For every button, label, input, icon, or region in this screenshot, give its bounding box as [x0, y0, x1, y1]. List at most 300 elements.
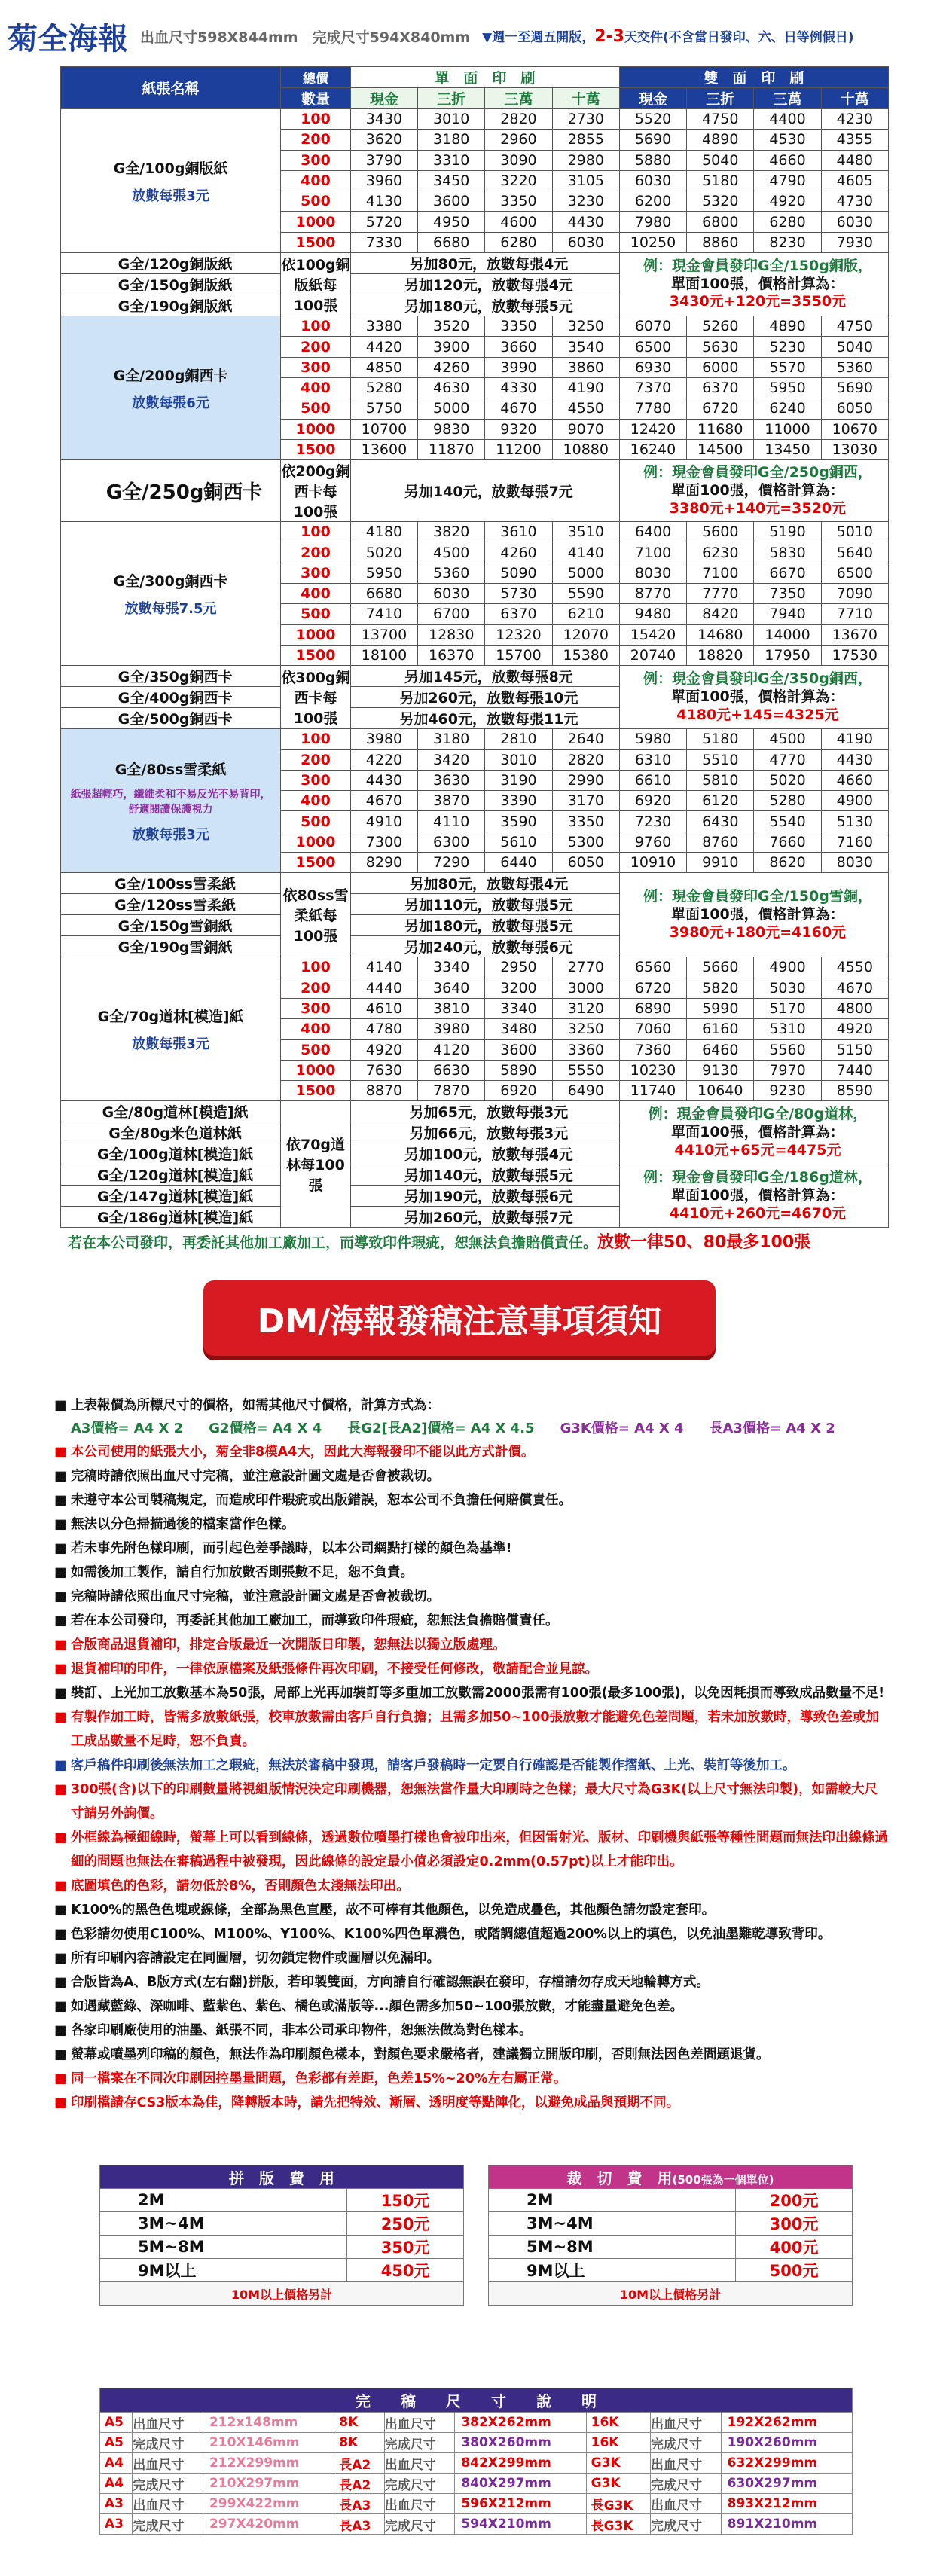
price-cell: 4770: [754, 749, 821, 770]
sub-paper-name: G全/100g道林[模造]紙: [61, 1143, 281, 1164]
price-cell: 6920: [485, 1081, 552, 1101]
sub-paper-name: G全/190g銅版紙: [61, 295, 281, 316]
price-cell: 5190: [754, 522, 821, 542]
price-cell: 3860: [552, 357, 619, 377]
note-item: ■ 如遇藏藍綠、深咖啡、藍紫色、紫色、橘色或滿版等...顏色需多加50~100張放數，才能盡量避免色差。: [54, 1995, 890, 2019]
price-cell: 13030: [821, 439, 888, 459]
price-cell: 5830: [754, 542, 821, 563]
price-cell: 5180: [687, 729, 754, 749]
price-cell: 2950: [485, 957, 552, 978]
price-cell: 8590: [821, 1081, 888, 1101]
note-item: ■ 各家印刷廠使用的油墨、紙張不同，非本公司承印物件，恕無法做為對色樣本。: [54, 2019, 890, 2043]
cutting-fee-sub: (500張為一個單位): [672, 2172, 774, 2187]
price-cell: 3350: [485, 316, 552, 337]
note-item: ■ 本公司使用的紙張大小，菊全非8模A4大，因此大海報發印不能以此方式計價。: [54, 1440, 890, 1464]
size-cell: 出血尺寸: [384, 2413, 455, 2433]
col-100k-single: 十萬: [552, 88, 619, 109]
qty-cell: 1500: [281, 232, 351, 252]
price-cell: 7780: [619, 398, 686, 419]
note-item: ■ 300張(含)以下的印刷數量將視組版情況決定印刷機器，恕無法當作量大印刷時之色樣；最大尺寸為G3K(以上尺寸無法印製)，如需較大尺寸請另外詢價。: [54, 1778, 890, 1826]
qty-cell: 400: [281, 1019, 351, 1039]
price-cell: 4120: [418, 1039, 485, 1060]
warning-line: [68, 1229, 889, 1253]
example-line: 4180元+145=4325元: [676, 706, 839, 723]
size-cell: 16K: [586, 2433, 650, 2453]
formula-long-a3: 長A3價格= A4 X 2: [709, 1421, 835, 1436]
price-cell: 8030: [619, 563, 686, 583]
price-cell: 4605: [821, 170, 888, 191]
price-cell: 4910: [350, 811, 417, 832]
example-line: 單面100張，價格計算為：: [671, 1124, 844, 1141]
imposition-fee-title: 拼 版 費 用: [100, 2165, 464, 2189]
price-cell: 5660: [687, 957, 754, 978]
sub-paper-name: G全/350g銅西卡: [61, 666, 281, 687]
formula-long-g2: 長G2[長A2]價格= A4 X 4.5: [347, 1421, 535, 1436]
size-cell: 382X262mm: [455, 2413, 586, 2433]
price-cell: 13670: [821, 624, 888, 645]
surcharge-cell: 另加110元，放數每張5元: [350, 894, 619, 915]
price-cell: 3350: [552, 811, 619, 832]
price-cell: 3990: [485, 357, 552, 377]
size-cell: A5: [100, 2413, 133, 2433]
size-cell: G3K: [586, 2453, 650, 2474]
size-cell: 16K: [586, 2413, 650, 2433]
example-line: 例：現金會員發印G全/80g道林，: [648, 1106, 868, 1123]
price-cell: 6050: [821, 398, 888, 419]
price-cell: 6400: [619, 522, 686, 542]
size-cell: 長A3: [334, 2494, 384, 2514]
price-cell: 4480: [821, 150, 888, 170]
price-cell: 5630: [687, 337, 754, 357]
qty-cell: 500: [281, 398, 351, 419]
price-cell: 6700: [418, 604, 485, 624]
sub-paper-name: G全/120g道林[模造]紙: [61, 1164, 281, 1186]
note-item: ■ 底圖填色的色彩，請勿低於8%，否則顏色太淺無法印出。: [54, 1874, 890, 1898]
price-cell: 8290: [350, 853, 417, 873]
price-cell: 3230: [552, 191, 619, 212]
price-cell: 4730: [821, 191, 888, 212]
qty-cell: 500: [281, 811, 351, 832]
price-cell: 9760: [619, 832, 686, 852]
table-row: [61, 873, 889, 894]
size-cell: 596X212mm: [455, 2494, 586, 2514]
fee-size: 2M: [489, 2189, 736, 2212]
table-row: [61, 957, 889, 978]
price-cell: 4800: [821, 998, 888, 1018]
price-cell: 6070: [619, 316, 686, 337]
price-cell: 7770: [687, 584, 754, 604]
surcharge-cell: 另加80元，放數每張4元: [350, 873, 619, 894]
formula-a3: A3價格= A4 X 2: [71, 1421, 184, 1436]
note-item: ■ 裝訂、上光加工放數基本為50張，局部上光再加裝訂等多重加工放數需2000張需有100張(最多100張)，以免因耗損而導致成品數量不足!: [54, 1681, 890, 1705]
price-cell: 3980: [418, 1019, 485, 1039]
price-cell: 17950: [754, 645, 821, 665]
price-cell: 7100: [619, 542, 686, 563]
size-cell: 出血尺寸: [384, 2494, 455, 2514]
size-info: 出血尺寸598X844mm 完成尺寸594X840mm: [140, 29, 471, 46]
note-item: ■ 合版商品退貨補印，排定合版最近一次開版日印製，恕無法以獨立版處理。: [54, 1633, 890, 1657]
note-item: ■ 合版皆為A、B版方式(左右翻)拼版，若印製雙面，方向請自行確認無誤在發印，存檔請勿存成天地輪轉方式。: [54, 1970, 890, 1995]
qty-cell: 100: [281, 522, 351, 542]
price-cell: 4600: [485, 212, 552, 232]
note-item: ■ 所有印刷內容請設定在同圖層，切勿鎖定物件或圖層以免漏印。: [54, 1946, 890, 1970]
price-cell: 3180: [418, 130, 485, 150]
note-item: ■ 完稿時請依照出血尺寸完稿，並注意設計圖文處是否會被裁切。: [54, 1585, 890, 1609]
qty-cell: 1000: [281, 832, 351, 852]
note-item: ■ 同一檔案在不同次印刷因控墨量問題，色彩都有差距，色差15%~20%左右屬正常。: [54, 2067, 890, 2091]
price-cell: 12830: [418, 624, 485, 645]
formula-g2: G2價格= A4 X 4: [209, 1421, 322, 1436]
fee-price: 400元: [736, 2236, 853, 2259]
waste-note: 放數每張3元: [132, 188, 209, 204]
price-cell: 5690: [821, 377, 888, 398]
sub-paper-name: G全/120g銅版紙: [61, 253, 281, 274]
price-cell: 3170: [552, 791, 619, 811]
price-cell: 4550: [552, 398, 619, 419]
size-cell: 長G3K: [586, 2514, 650, 2535]
price-cell: 3010: [485, 749, 552, 770]
note-item: ■ 完稿時請依照出血尺寸完稿，並注意設計圖文處是否會被裁切。: [54, 1464, 890, 1488]
price-cell: 5880: [619, 150, 686, 170]
header-double: 雙 面 印 刷: [619, 67, 888, 88]
price-cell: 6720: [687, 398, 754, 419]
note-item: ■ 外框線為極細線時，螢幕上可以看到線條，透過數位噴墨打樣也會被印出來，但因雷射光、版材、印刷機與紙張等種性問題而無法印出線條過細的問題也無法在審稿過程中被發現，因此線條的設定最小值必須設定0.2mm(0.57pt)以上才能印出。: [54, 1826, 890, 1874]
waste-note: 放數每張7.5元: [124, 600, 217, 617]
qty-cell: 500: [281, 191, 351, 212]
qty-cell: 200: [281, 130, 351, 150]
price-cell: 6500: [821, 563, 888, 583]
price-cell: 3430: [350, 109, 417, 130]
price-cell: 3960: [350, 170, 417, 191]
price-cell: 10910: [619, 853, 686, 873]
price-cell: 5280: [754, 791, 821, 811]
price-cell: 6560: [619, 957, 686, 978]
fee-size: 5M~8M: [489, 2236, 736, 2259]
price-cell: 5000: [418, 398, 485, 419]
size-cell: A4: [100, 2453, 133, 2474]
price-cell: 7300: [350, 832, 417, 852]
fee-price: 300元: [736, 2212, 853, 2236]
notice-banner: DM/海報發稿注意事項須知: [203, 1280, 716, 1356]
size-cell: 632X299mm: [721, 2453, 852, 2474]
sub-paper-name: G全/150g銅版紙: [61, 274, 281, 295]
price-cell: 17530: [821, 645, 888, 665]
qty-cell: 200: [281, 542, 351, 563]
size-cell: 完成尺寸: [384, 2433, 455, 2453]
qty-cell: 300: [281, 998, 351, 1018]
qty-cell: 400: [281, 377, 351, 398]
price-cell: 8030: [821, 853, 888, 873]
size-cell: 212x148mm: [203, 2413, 334, 2433]
price-cell: 12320: [485, 624, 552, 645]
note-item: ■ 有製作加工時，皆需多放數紙張，校車放數需由客戶自行負擔；且需多加50~100張放數才能避免色差問題，若未加放數時，導致色差或加工成品數量不足時，恕不負責。: [54, 1705, 890, 1753]
price-cell: 5980: [619, 729, 686, 749]
price-cell: 5030: [754, 978, 821, 998]
price-cell: 2640: [552, 729, 619, 749]
price-cell: 11200: [485, 439, 552, 459]
price-cell: 6230: [687, 542, 754, 563]
price-cell: 2810: [485, 729, 552, 749]
price-cell: 6370: [485, 604, 552, 624]
turnaround-note: [482, 26, 853, 46]
example-line: 單面100張，價格計算為：: [671, 481, 844, 499]
size-row: [100, 2433, 853, 2453]
surcharge-cell: 另加66元，放數每張3元: [350, 1122, 619, 1143]
example-cell: [619, 873, 888, 957]
price-cell: 5750: [350, 398, 417, 419]
price-cell: 18100: [350, 645, 417, 665]
price-cell: 4355: [821, 130, 888, 150]
price-cell: 4950: [418, 212, 485, 232]
table-row: [61, 109, 889, 130]
price-cell: 4530: [754, 130, 821, 150]
qty-cell: 300: [281, 357, 351, 377]
formula-g3k: G3K價格= A4 X 4: [560, 1421, 684, 1436]
price-cell: 4500: [754, 729, 821, 749]
price-cell: 6370: [687, 377, 754, 398]
price-cell: 9830: [418, 419, 485, 439]
price-cell: 6300: [418, 832, 485, 852]
surcharge-cell: 另加80元，放數每張4元: [350, 253, 619, 274]
price-cell: 6430: [687, 811, 754, 832]
price-cell: 9480: [619, 604, 686, 624]
price-cell: 5950: [350, 563, 417, 583]
price-cell: 16370: [418, 645, 485, 665]
paper-name-cell: [61, 729, 281, 873]
price-cell: 5040: [687, 150, 754, 170]
price-cell: 6500: [619, 337, 686, 357]
example-line: 例：現金會員發印G全/150g雪銅，: [643, 888, 872, 905]
paper-name-cell: [61, 522, 281, 666]
example-line: 例：現金會員發印G全/350g銅西，: [643, 670, 872, 688]
size-cell: 完成尺寸: [133, 2474, 203, 2494]
price-cell: 10670: [821, 419, 888, 439]
size-cell: 長A3: [334, 2514, 384, 2535]
price-cell: 3450: [418, 170, 485, 191]
example-cell: [619, 1164, 888, 1228]
price-cell: 6920: [619, 791, 686, 811]
cutting-fee-foot: 10M以上價格另計: [489, 2282, 853, 2306]
price-cell: 5720: [350, 212, 417, 232]
paper-name-cell: [61, 316, 281, 460]
col-100k-double: 十萬: [821, 88, 888, 109]
price-cell: 2770: [552, 957, 619, 978]
paper-name: G全/80ss雪柔紙: [114, 761, 227, 778]
price-cell: 4790: [754, 170, 821, 191]
basis-cell: 依80ss雪柔紙每100張: [281, 873, 351, 957]
surcharge-cell: 另加180元，放數每張5元: [350, 915, 619, 936]
price-cell: 2820: [485, 109, 552, 130]
sub-paper-name: G全/500g銅西卡: [61, 708, 281, 729]
price-cell: 14500: [687, 439, 754, 459]
price-cell: 5950: [754, 377, 821, 398]
qty-cell: 1000: [281, 212, 351, 232]
size-cell: A3: [100, 2514, 133, 2535]
fee-row: [489, 2236, 853, 2259]
price-cell: 7370: [619, 377, 686, 398]
price-cell: 20740: [619, 645, 686, 665]
price-cell: 4140: [350, 957, 417, 978]
price-cell: 11740: [619, 1081, 686, 1101]
sub-paper-name: G全/80g米色道林紙: [61, 1122, 281, 1143]
price-cell: 10250: [619, 232, 686, 252]
size-cell: 8K: [334, 2433, 384, 2453]
price-cell: 6440: [485, 853, 552, 873]
qty-cell: 400: [281, 791, 351, 811]
price-cell: 6120: [687, 791, 754, 811]
price-cell: 4500: [418, 542, 485, 563]
price-cell: 7350: [754, 584, 821, 604]
surcharge-cell: 另加180元，放數每張5元: [350, 295, 619, 316]
price-cell: 3340: [418, 957, 485, 978]
price-cell: 6160: [687, 1019, 754, 1039]
paper-desc: 紙張超輕巧，纖維柔和不易反光不易背印，舒適閱讀保護視力: [70, 788, 271, 816]
size-formulas: [54, 1418, 890, 1440]
qty-cell: 100: [281, 109, 351, 130]
price-cell: 7090: [821, 584, 888, 604]
fee-size: 2M: [100, 2189, 347, 2212]
note-item: ■ 若在本公司發印，再委託其他加工廠加工，而導致印件瑕疵，恕無法負擔賠償責任。: [54, 1609, 890, 1633]
price-cell: 4670: [350, 791, 417, 811]
price-cell: 4190: [821, 729, 888, 749]
size-cell: 891X210mm: [721, 2514, 852, 2535]
price-cell: 2730: [552, 109, 619, 130]
sub-paper-name: G全/100ss雪柔紙: [61, 873, 281, 894]
price-cell: 5230: [754, 337, 821, 357]
sub-paper-name: G全/186g道林[模造]紙: [61, 1207, 281, 1228]
example-line: 單面100張，價格計算為：: [671, 275, 844, 292]
size-cell: 380X260mm: [455, 2433, 586, 2453]
col-30k-double: 三萬: [754, 88, 821, 109]
size-cell: 出血尺寸: [133, 2494, 203, 2514]
size-cell: 190X260mm: [721, 2433, 852, 2453]
qty-cell: 100: [281, 957, 351, 978]
table-row: [61, 729, 889, 749]
size-cell: 842X299mm: [455, 2453, 586, 2474]
price-cell: 6460: [687, 1039, 754, 1060]
price-cell: 12070: [552, 624, 619, 645]
size-cell: 840X297mm: [455, 2474, 586, 2494]
fee-row: [489, 2189, 853, 2212]
surcharge-cell: 另加100元，放數每張4元: [350, 1143, 619, 1164]
price-cell: 5150: [821, 1039, 888, 1060]
qty-cell: 200: [281, 337, 351, 357]
price-cell: 3660: [485, 337, 552, 357]
note-item: ■ 無法以分色掃描過後的檔案當作色樣。: [54, 1512, 890, 1537]
paper-name: G全/100g銅版紙: [113, 160, 228, 177]
price-cell: 3340: [485, 998, 552, 1018]
note-item: ■ 上表報價為所標尺寸的價格，如需其他尺寸價格，計算方式為：: [54, 1393, 890, 1418]
price-cell: 14680: [687, 624, 754, 645]
price-cell: 8870: [350, 1081, 417, 1101]
paper-name: G全/200g銅西卡: [113, 367, 228, 384]
example-line: 例：現金會員發印G全/250g銅西，: [643, 464, 872, 481]
cutting-fee-title: 裁 切 費 用: [566, 2169, 673, 2187]
price-cell: 4920: [350, 1039, 417, 1060]
note-item: ■ K100%的黑色色塊或線條，全部為黑色直壓，故不可棒有其他顏色，以免造成疊色，其他顏色請勿設定套印。: [54, 1898, 890, 1922]
size-cell: 長A2: [334, 2453, 384, 2474]
table-row: [61, 1101, 889, 1122]
waste-note: 放數每張3元: [132, 1036, 209, 1052]
example-line: 單面100張，價格計算為：: [671, 688, 844, 705]
price-cell: 4920: [821, 1019, 888, 1039]
price-cell: 3380: [350, 316, 417, 337]
qty-cell: 500: [281, 1039, 351, 1060]
price-cell: 12420: [619, 419, 686, 439]
size-cell: 出血尺寸: [651, 2453, 722, 2474]
price-cell: 4550: [821, 957, 888, 978]
size-cell: 594X210mm: [455, 2514, 586, 2535]
turnaround-days: 2-3: [594, 27, 624, 46]
page-title: 菊全海報: [8, 21, 128, 56]
price-cell: 3420: [418, 749, 485, 770]
size-cell: 完成尺寸: [384, 2514, 455, 2535]
price-cell: 10700: [350, 419, 417, 439]
example-cell: [619, 253, 888, 316]
price-cell: 4110: [418, 811, 485, 832]
size-row: [100, 2453, 853, 2474]
price-cell: 5510: [687, 749, 754, 770]
price-cell: 3480: [485, 1019, 552, 1039]
price-table: [60, 66, 889, 1228]
size-cell: 210X297mm: [203, 2474, 334, 2494]
surcharge-cell: 另加260元，放數每張10元: [350, 687, 619, 708]
qty-cell: 500: [281, 604, 351, 624]
example-line: 例：現金會員發印G全/186g道林，: [643, 1169, 872, 1186]
price-cell: 6720: [619, 978, 686, 998]
page-header: [8, 6, 926, 66]
warning-strong: 放數一律50、80最多100張: [597, 1233, 811, 1252]
size-cell: 212X299mm: [203, 2453, 334, 2474]
price-cell: 5560: [754, 1039, 821, 1060]
fee-size: 3M~4M: [489, 2212, 736, 2236]
qty-cell: 300: [281, 563, 351, 583]
qty-cell: 200: [281, 749, 351, 770]
surcharge-cell: 另加145元，放數每張8元: [350, 666, 619, 687]
size-cell: A5: [100, 2433, 133, 2453]
table-row: [61, 253, 889, 274]
price-cell: 4750: [821, 316, 888, 337]
price-cell: 5170: [754, 998, 821, 1018]
size-row: [100, 2474, 853, 2494]
price-cell: 4430: [350, 770, 417, 790]
surcharge-cell: 另加120元，放數每張4元: [350, 274, 619, 295]
price-cell: 2960: [485, 130, 552, 150]
price-cell: 5570: [754, 357, 821, 377]
size-cell: 完成尺寸: [651, 2514, 722, 2535]
size-cell: G3K: [586, 2474, 650, 2494]
col-30pct-double: 三折: [687, 88, 754, 109]
header-qty: 數量: [281, 88, 351, 109]
sub-paper-name: G全/190g雪銅紙: [61, 936, 281, 957]
size-cell: 完成尺寸: [133, 2433, 203, 2453]
price-cell: 6030: [552, 232, 619, 252]
price-cell: 3220: [485, 170, 552, 191]
price-cell: 3590: [485, 811, 552, 832]
price-cell: 3120: [552, 998, 619, 1018]
size-cell: 出血尺寸: [133, 2413, 203, 2433]
size-cell: 出血尺寸: [384, 2453, 455, 2474]
table-row: [61, 460, 889, 522]
paper-name-cell: [61, 109, 281, 253]
surcharge-cell: 另加65元，放數每張3元: [350, 1101, 619, 1122]
qty-cell: 400: [281, 170, 351, 191]
price-cell: 18820: [687, 645, 754, 665]
paper-name: G全/300g銅西卡: [113, 572, 228, 590]
qty-cell: 300: [281, 770, 351, 790]
price-cell: 5690: [619, 130, 686, 150]
price-cell: 4260: [418, 357, 485, 377]
